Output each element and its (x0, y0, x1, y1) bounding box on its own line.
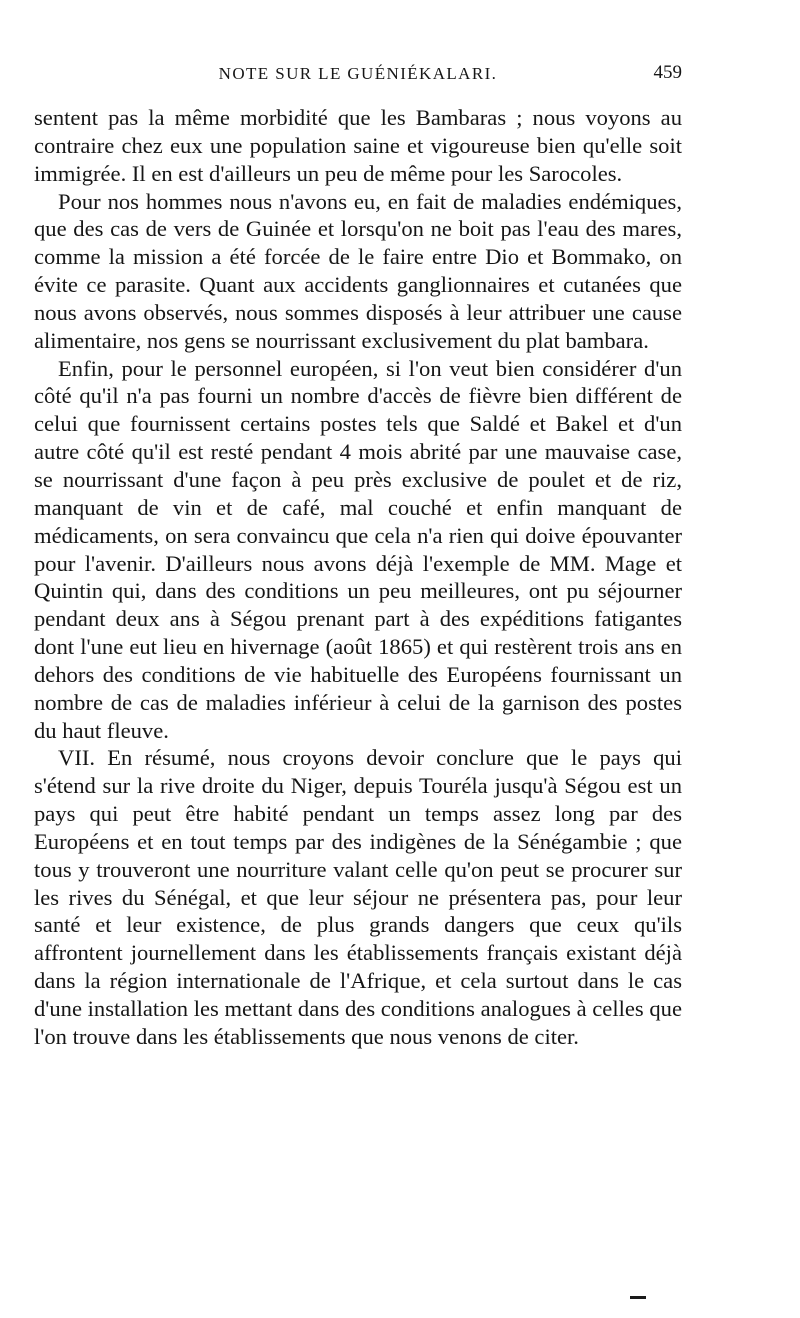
page-mark (630, 1296, 646, 1299)
body-text (34, 104, 682, 1051)
running-head (34, 62, 682, 88)
paragraph-european-personnel: Enfin, pour le personnel européen, si l'on veut bien considérer d'un côté qu'il n'a pas fourni un nombre d'accès de fièvre bien différent de celui que fournissent certains postes tels que Saldé et Bakel et d'un autre côté qu'il est resté pendant 4 mois abrité par une mauvaise case, se nourrissant d'une façon à peu près exclusive de poulet et de riz, manquant de vin et de café, mal couché et enfin manquant de médicaments, on sera convaincu que cela n'a rien qui doive épouvanter pour l'avenir. D'ailleurs nous avons déjà l'exemple de MM. Mage et Quintin qui, dans des conditions un peu meilleures, ont pu séjourner pendant deux ans à Ségou prenant part à des expéditions fatigantes dont l'une eut lieu en hivernage (août 1865) et qui restèrent trois ans en dehors des conditions de vie habituelle des Européens fournissant un nombre de cas de maladies inférieur à celui de la garnison des postes du haut fleuve. (34, 355, 682, 743)
paragraph-continued: sentent pas la même morbidité que les Bambaras ; nous voyons au contraire chez eux une population saine et vigoureuse bien qu'elle soit immigrée. Il en est d'ailleurs un peu de même pour les Sarocoles. (34, 105, 682, 186)
paragraph-endemic-diseases: Pour nos hommes nous n'avons eu, en fait de maladies endémiques, que des cas de vers de Guinée et lorsqu'on ne boit pas l'eau des mares, comme la mission a été forcée de le faire entre Dio et Bommako, on évite ce parasite. Quant aux accidents ganglionnaires et cutanées que nous avons observés, nous sommes disposés à leur attribuer une cause alimentaire, nos gens se nourrissant exclusivement du plat bambara. (34, 188, 682, 353)
running-title: NOTE SUR LE GUÉNIÉKALARI. (218, 64, 498, 83)
paragraph-conclusion: VII. En résumé, nous croyons devoir conclure que le pays qui s'étend sur la rive droite du Niger, depuis Touréla jusqu'à Ségou est un pays qui peut être habité pendant un temps assez long par des Européens et en tout temps par des indigènes de la Sénégambie ; que tous y trouveront une nourriture valant celle qu'on peut se procurer sur les rives du Sénégal, et que leur séjour ne présentera pas, pour leur santé et leur existence, de plus grands dangers que ceux qu'ils affrontent journellement dans les établissements français existant déjà dans la région internationale de l'Afrique, et cela surtout dans le cas d'une installation les mettant dans des conditions analogues à celles que l'on trouve dans les établissements que nous venons de citer. (34, 745, 682, 1049)
page-number: 459 (653, 62, 682, 83)
